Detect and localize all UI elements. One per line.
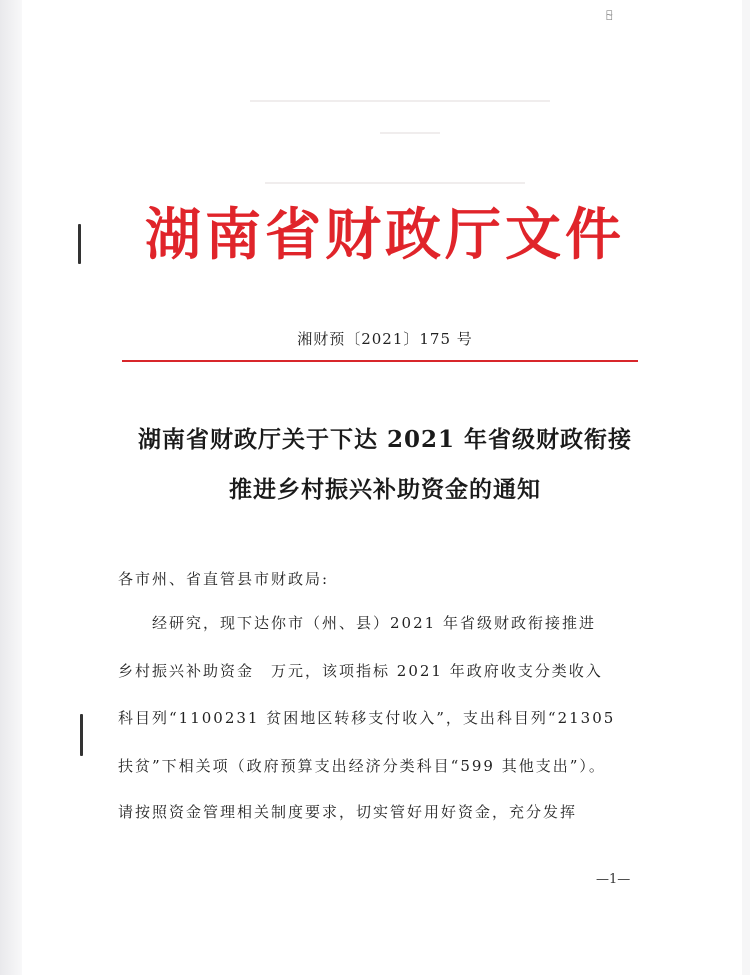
binding-mark bbox=[78, 224, 81, 264]
addressee: 各市州、省直管县市财政局: bbox=[118, 570, 330, 588]
body-line: 请按照资金管理相关制度要求，切实管好用好资金，充分发挥 bbox=[118, 803, 578, 821]
page-number: —1— bbox=[596, 872, 631, 887]
bleed-through-line bbox=[250, 100, 550, 102]
binding-mark bbox=[80, 714, 83, 756]
notice-title-line: 推进乡村振兴补助资金的通知 bbox=[229, 476, 541, 503]
notice-title bbox=[100, 415, 670, 515]
notice-title-line: 湖南省财政厅关于下达 2021 年省级财政衔接 bbox=[137, 426, 633, 453]
handwritten-annotation: 备̴ bbox=[606, 8, 613, 21]
body-line: 乡村振兴补助资金 万元，该项指标 2021 年政府收支分类收入 bbox=[118, 662, 603, 680]
red-divider-line bbox=[122, 360, 638, 362]
document-header-title: 湖南省财政厅文件 bbox=[145, 202, 625, 268]
document-number: 湘财预〔2021〕175 号 bbox=[297, 330, 473, 348]
bleed-through-line bbox=[380, 132, 440, 134]
bleed-through-line bbox=[265, 182, 525, 184]
body-line: 经研究，现下达你市（州、县）2021 年省级财政衔接推进 bbox=[118, 614, 596, 632]
body-line: 扶贫”下相关项（政府预算支出经济分类科目“599 其他支出”）。 bbox=[118, 757, 606, 775]
page-left-edge bbox=[0, 0, 22, 975]
body-line: 科目列“1100231 贫困地区转移支付收入”，支出科目列“21305 bbox=[118, 709, 616, 727]
